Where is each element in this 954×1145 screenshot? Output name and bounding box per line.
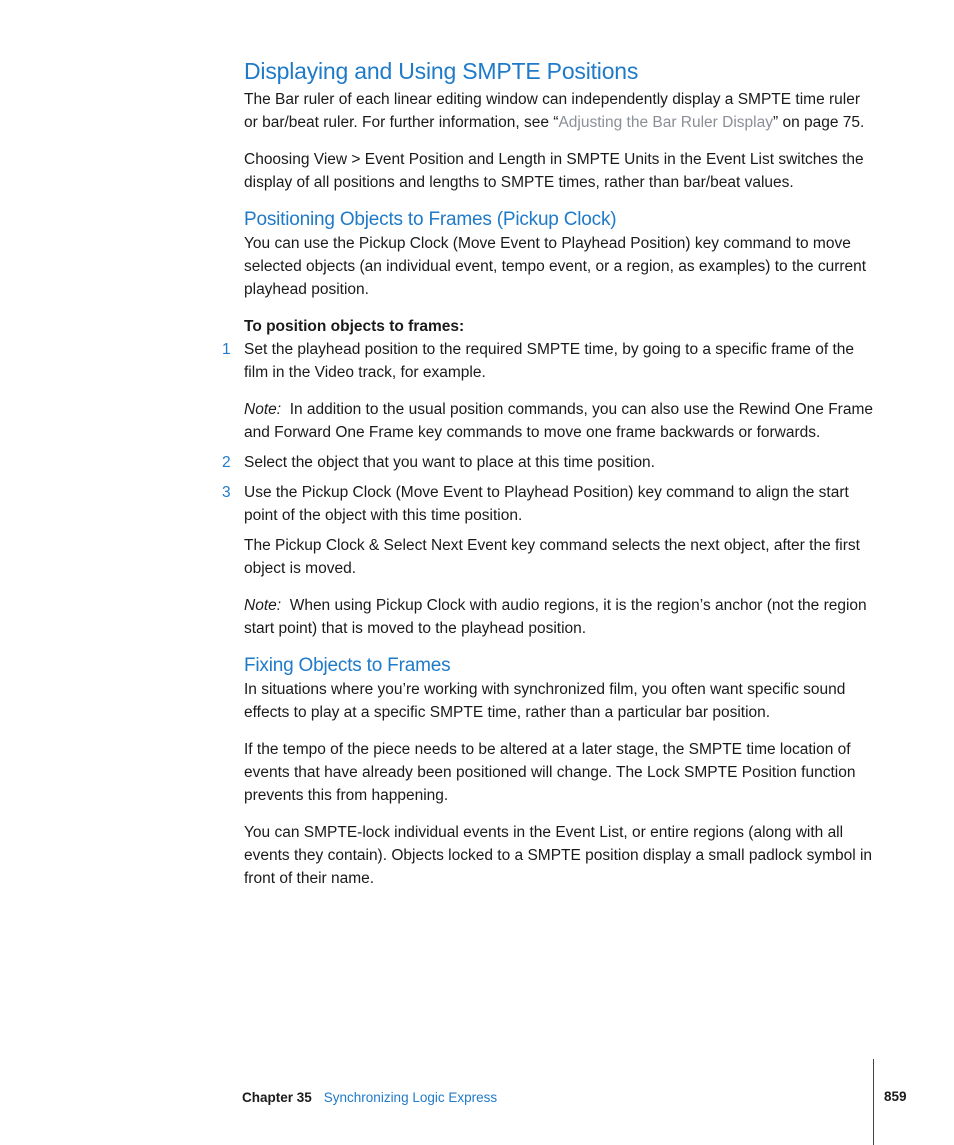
note-text: In addition to the usual position commands, you can also use the Rewind One Frame and Forward One Frame key commands to move one frame backwards or forwards. [244,401,873,441]
step-text: Select the object that you want to place at this time position. [244,454,655,471]
section-paragraph-1 [244,88,876,134]
footer-divider [873,1059,874,1145]
note-label: Note: [244,401,282,418]
paragraph-text: The Bar ruler of each linear editing window can independently display a SMPTE time ruler or bar/beat ruler. For further information, see “ [244,91,861,131]
pickup-paragraph-1: You can use the Pickup Clock (Move Event to Playhead Position) key command to move selected objects (an individual event, tempo event, or a region, as examples) to the current playhead position. [244,235,867,298]
paragraph-text: ” on page 75. [772,114,865,131]
step-text: Set the playhead position to the required SMPTE time, by going to a specific frame of the film in the Video track, for example. [244,341,855,381]
step-number: 3 [222,484,231,501]
subsection-title-fixing: Fixing Objects to Frames [244,655,451,676]
subsection-title-pickup: Positioning Objects to Frames (Pickup Clock) [244,209,617,230]
task-heading: To position objects to frames: [244,318,465,335]
step-number: 1 [222,341,231,358]
note-text: When using Pickup Clock with audio regions, it is the region’s anchor (not the region start point) that is moved to the playhead position. [244,597,867,637]
page-number: 859 [884,1089,907,1104]
footer-chapter-title[interactable]: Synchronizing Logic Express [323,1090,498,1105]
step-2 [222,451,876,474]
note-1 [244,398,876,444]
page-footer [242,1087,882,1108]
note-label: Note: [244,597,282,614]
fixing-paragraph-3: You can SMPTE-lock individual events in the Event List, or entire regions (along with all events they contain). Objects locked to a SMPTE position display a small padlock symbol in front of their name. [244,824,873,887]
step-3 [222,481,876,527]
fixing-paragraph-2: If the tempo of the piece needs to be altered at a later stage, the SMPTE time location of events that have already been positioned will change. The Lock SMPTE Position function prevents this from happening. [244,741,856,804]
section-title: Displaying and Using SMPTE Positions [244,58,639,84]
cross-reference-link[interactable]: Adjusting the Bar Ruler Display [558,114,773,131]
section-paragraph-2: Choosing View > Event Position and Length in SMPTE Units in the Event List switches the display of all positions and lengths to SMPTE times, rather than bar/beat values. [244,151,864,191]
note-2 [244,594,876,640]
step-1 [222,338,876,384]
footer-chapter: Chapter 35 [242,1090,312,1105]
step-text: Use the Pickup Clock (Move Event to Playhead Position) key command to align the start point of the object with this time position. [244,484,849,524]
fixing-paragraph-1: In situations where you’re working with synchronized film, you often want specific sound effects to play at a specific SMPTE time, rather than a particular bar position. [244,681,846,721]
pickup-paragraph-after-step-3: The Pickup Clock & Select Next Event key command selects the next object, after the first object is moved. [244,537,860,577]
page-content [222,56,876,890]
step-number: 2 [222,454,231,471]
